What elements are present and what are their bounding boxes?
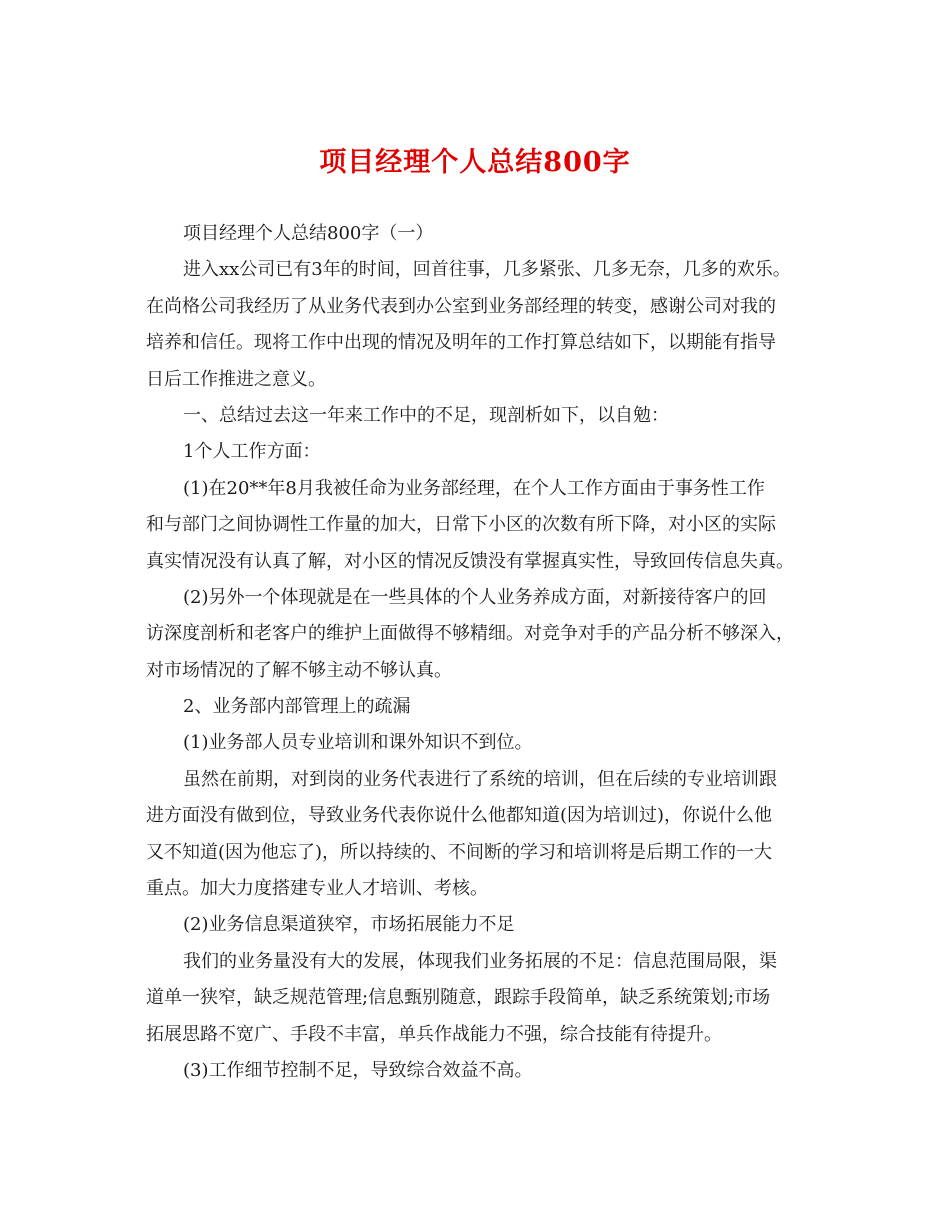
paragraph-line: 进入xx公司已有3年的时间，回首往事，几多紧张、几多无奈，几多的欢乐。 — [183, 259, 791, 281]
paragraph-line: (2)另外一个体现就是在一些具体的个人业务养成方面，对新接待客户的回 — [183, 586, 767, 608]
paragraph-line: 重点。加大力度搭建专业人才培训、考核。 — [146, 878, 488, 900]
paragraph-line: 真实情况没有认真了解，对小区的情况反馈没有掌握真实性，导致回传信息失真。 — [146, 550, 794, 572]
paragraph-line: 道单一狭窄，缺乏规范管理;信息甄别随意，跟踪手段简单，缺乏系统策划;市场 — [146, 987, 771, 1009]
document-body — [146, 216, 826, 1089]
paragraph-line: 我们的业务量没有大的发展，体现我们业务拓展的不足：信息范围局限，渠 — [183, 950, 777, 972]
paragraph-line: 培养和信任。现将工作中出现的情况及明年的工作打算总结如下，以期能有指导 — [146, 332, 776, 354]
paragraph-line: 访深度剖析和老客户的维护上面做得不够精细。对竞争对手的产品分析不够深入， — [146, 623, 794, 645]
paragraph-line: 在尚格公司我经历了从业务代表到办公室到业务部经理的转变，感谢公司对我的 — [146, 295, 776, 317]
paragraph-line: 2、业务部内部管理上的疏漏 — [183, 696, 411, 718]
paragraph-line: (1)业务部人员专业培训和课外知识不到位。 — [183, 732, 533, 754]
paragraph-line: 和与部门之间协调性工作量的加大，日常下小区的次数有所下降，对小区的实际 — [146, 514, 776, 536]
paragraph-line: (1)在20**年8月我被任命为业务部经理，在个人工作方面由于事务性工作 — [183, 477, 765, 499]
paragraph-line: 虽然在前期，对到岗的业务代表进行了系统的培训，但在后续的专业培训跟 — [183, 768, 777, 790]
paragraph-line: 进方面没有做到位，导致业务代表你说什么他都知道(因为培训过)，你说什么他 — [146, 805, 773, 827]
paragraph-line: 拓展思路不宽广、手段不丰富，单兵作战能力不强，综合技能有待提升。 — [146, 1023, 722, 1045]
paragraph-line: 对市场情况的了解不够主动不够认真。 — [146, 659, 452, 681]
paragraph-line: 一、总结过去这一年来工作中的不足，现剖析如下，以自勉： — [183, 404, 669, 426]
paragraph-line: 又不知道(因为他忘了)，所以持续的、不间断的学习和培训将是后期工作的一大 — [146, 841, 773, 863]
paragraph-line: (3)工作细节控制不足，导致综合效益不高。 — [183, 1059, 533, 1081]
document-title: 项目经理个人总结800字 — [319, 147, 631, 178]
paragraph-line: (2)业务信息渠道狭窄，市场拓展能力不足 — [183, 914, 515, 936]
paragraph-line: 日后工作推进之意义。 — [146, 368, 326, 390]
paragraph-line: 项目经理个人总结800字（一） — [183, 223, 434, 244]
paragraph-line: 1个人工作方面： — [183, 441, 321, 463]
